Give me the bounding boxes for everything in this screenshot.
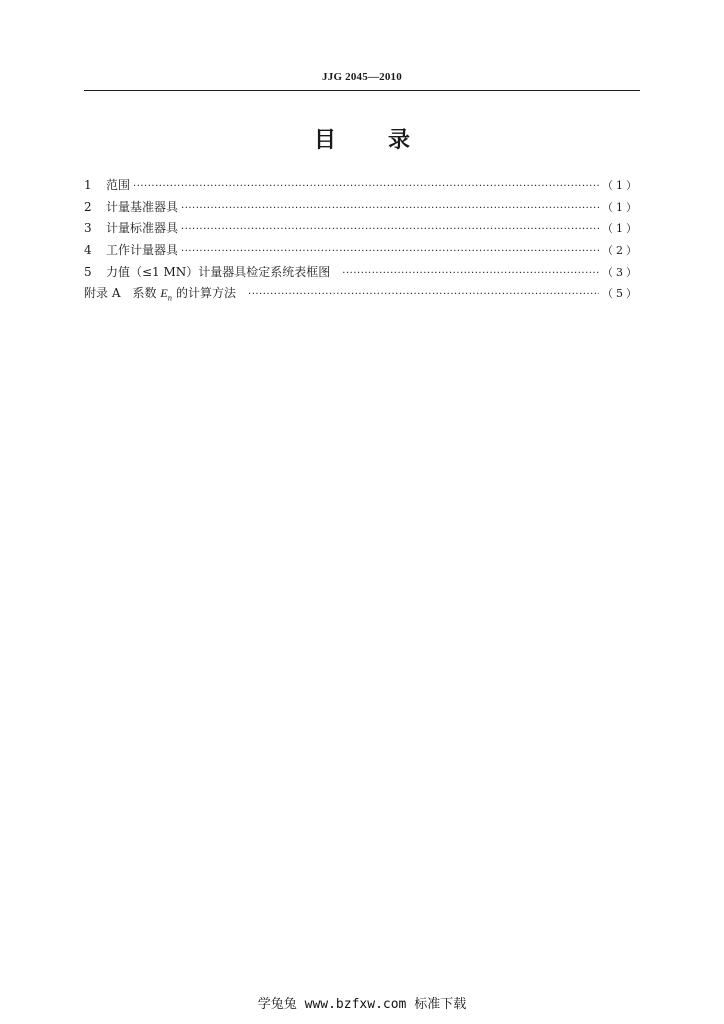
toc-leader-dots: [181, 203, 599, 214]
toc-entry-label: 计量基准器具: [106, 199, 179, 214]
appendix-subscript: n: [167, 294, 173, 303]
toc-entry-3[interactable]: [84, 219, 640, 241]
toc-leader-dots: [133, 181, 599, 192]
page-title: [84, 123, 640, 154]
toc-leader-dots: [181, 224, 599, 235]
toc-entry-label: 范围: [106, 178, 131, 192]
toc-entry-page: （1）: [602, 200, 640, 214]
toc-entry-number: 3: [84, 221, 92, 236]
toc-appendix-label: [84, 284, 236, 302]
toc-entry-2[interactable]: [84, 198, 640, 220]
toc-entry-number: 1: [84, 178, 92, 192]
toc-entry-page: （1）: [602, 179, 640, 192]
watermark-footer: 学兔兔 www.bzfxw.com 标准下载: [257, 997, 467, 1012]
toc-entry-page: （5）: [602, 287, 640, 301]
toc-leader-dots: [342, 268, 599, 279]
toc-leader-dots: [181, 246, 599, 257]
toc-entry-number: 4: [84, 243, 92, 258]
toc-entry-appendix-a[interactable]: [84, 284, 640, 306]
toc-entry-label: 力值（≤1 MN）计量器具检定系统表框图: [106, 264, 331, 279]
toc-entry-label: 工作计量器具: [106, 243, 179, 258]
toc-entry-5[interactable]: [84, 263, 640, 285]
appendix-prefix: 附录 A 系数: [84, 286, 157, 301]
toc-entry-page: （2）: [602, 244, 640, 258]
toc-entry-page: （3）: [602, 265, 640, 279]
document-code-header: JJG 2045—2010: [322, 71, 402, 83]
table-of-contents: [84, 176, 640, 306]
toc-leader-dots: [248, 289, 599, 300]
title-char-1: 目: [313, 128, 336, 153]
toc-entry-number: 2: [84, 199, 92, 214]
header-rule: [84, 90, 640, 91]
toc-entry-number: 5: [84, 264, 92, 279]
toc-entry-1[interactable]: [84, 176, 640, 198]
appendix-suffix: 的计算方法: [176, 286, 237, 301]
toc-entry-4[interactable]: [84, 241, 640, 263]
toc-entry-page: （1）: [602, 222, 640, 236]
appendix-symbol: E: [160, 286, 168, 301]
title-char-2: 录: [388, 128, 411, 153]
toc-entry-label: 计量标准器具: [106, 221, 179, 236]
